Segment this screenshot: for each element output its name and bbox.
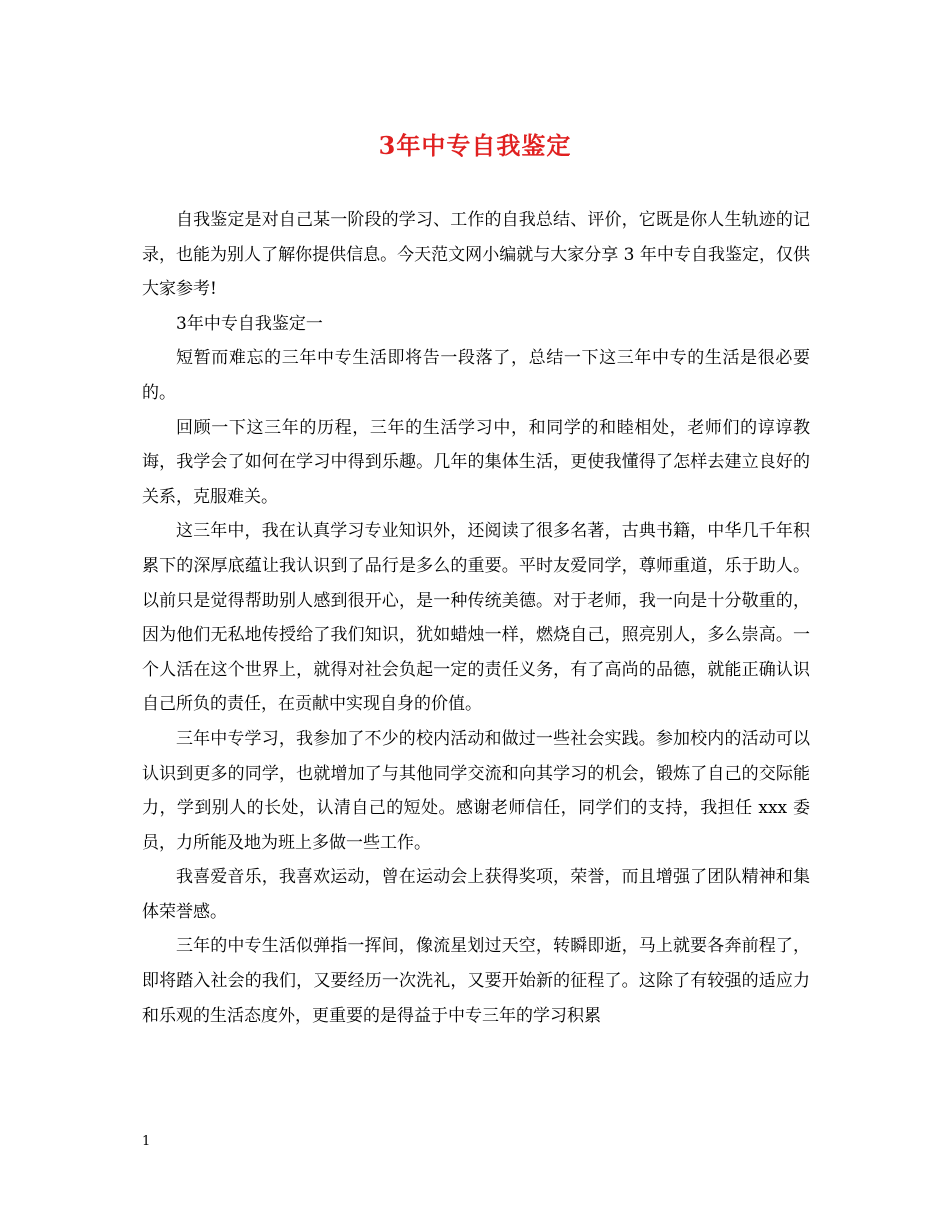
- body-paragraph: 回顾一下这三年的历程，三年的生活学习中，和同学的和睦相处，老师们的谆谆教诲，我学会了如何在学习中得到乐趣。几年的集体生活，更使我懂得了怎样去建立良好的关系，克服难关。: [142, 417, 810, 507]
- body-paragraph: 这三年中，我在认真学习专业知识外，还阅读了很多名著，古典书籍，中华几千年积累下的深厚底蕴让我认识到了品行是多么的重要。平时友爱同学，尊师重道，乐于助人。以前只是觉得帮助别人感到很开心，是一种传统美德。对于老师，我一向是十分敬重的，因为他们无私地传授给了我们知识，犹如蜡烛一样，燃烧自己，照亮别人，多么崇高。一个人活在这个世界上，就得对社会负起一定的责任义务，有了高尚的品德，就能正确认识自己所负的责任，在贡献中实现自身的价值。: [142, 521, 810, 715]
- body-paragraph: 三年中专学习，我参加了不少的校内活动和做过一些社会实践。参加校内的活动可以认识到更多的同学，也就增加了与其他同学交流和向其学习的机会，锻炼了自己的交际能力，学到别人的长处，认清自己的短处。感谢老师信任，同学们的支持，我担任 xxx 委员，力所能及地为班上多做一些工作。: [142, 728, 810, 853]
- section-heading: 3年中专自我鉴定一: [176, 313, 323, 334]
- document-body: [142, 203, 810, 1033]
- page-number: 1: [142, 1134, 151, 1149]
- document-title: 3年中专自我鉴定: [378, 131, 572, 160]
- body-paragraph: 我喜爱音乐，我喜欢运动，曾在运动会上获得奖项，荣誉，而且增强了团队精神和集体荣誉感。: [142, 867, 810, 922]
- body-paragraph: 短暂而难忘的三年中专生活即将告一段落了，总结一下这三年中专的生活是很必要的。: [142, 348, 810, 403]
- intro-paragraph: 自我鉴定是对自己某一阶段的学习、工作的自我总结、评价，它既是你人生轨迹的记录，也能为别人了解你提供信息。今天范文网小编就与大家分享 3 年中专自我鉴定，仅供大家参考!: [142, 210, 810, 300]
- body-paragraph: 三年的中专生活似弹指一挥间，像流星划过天空，转瞬即逝，马上就要各奔前程了，即将踏入社会的我们，又要经历一次洗礼，又要开始新的征程了。这除了有较强的适应力和乐观的生活态度外，更重要的是得益于中专三年的学习积累: [142, 936, 810, 1026]
